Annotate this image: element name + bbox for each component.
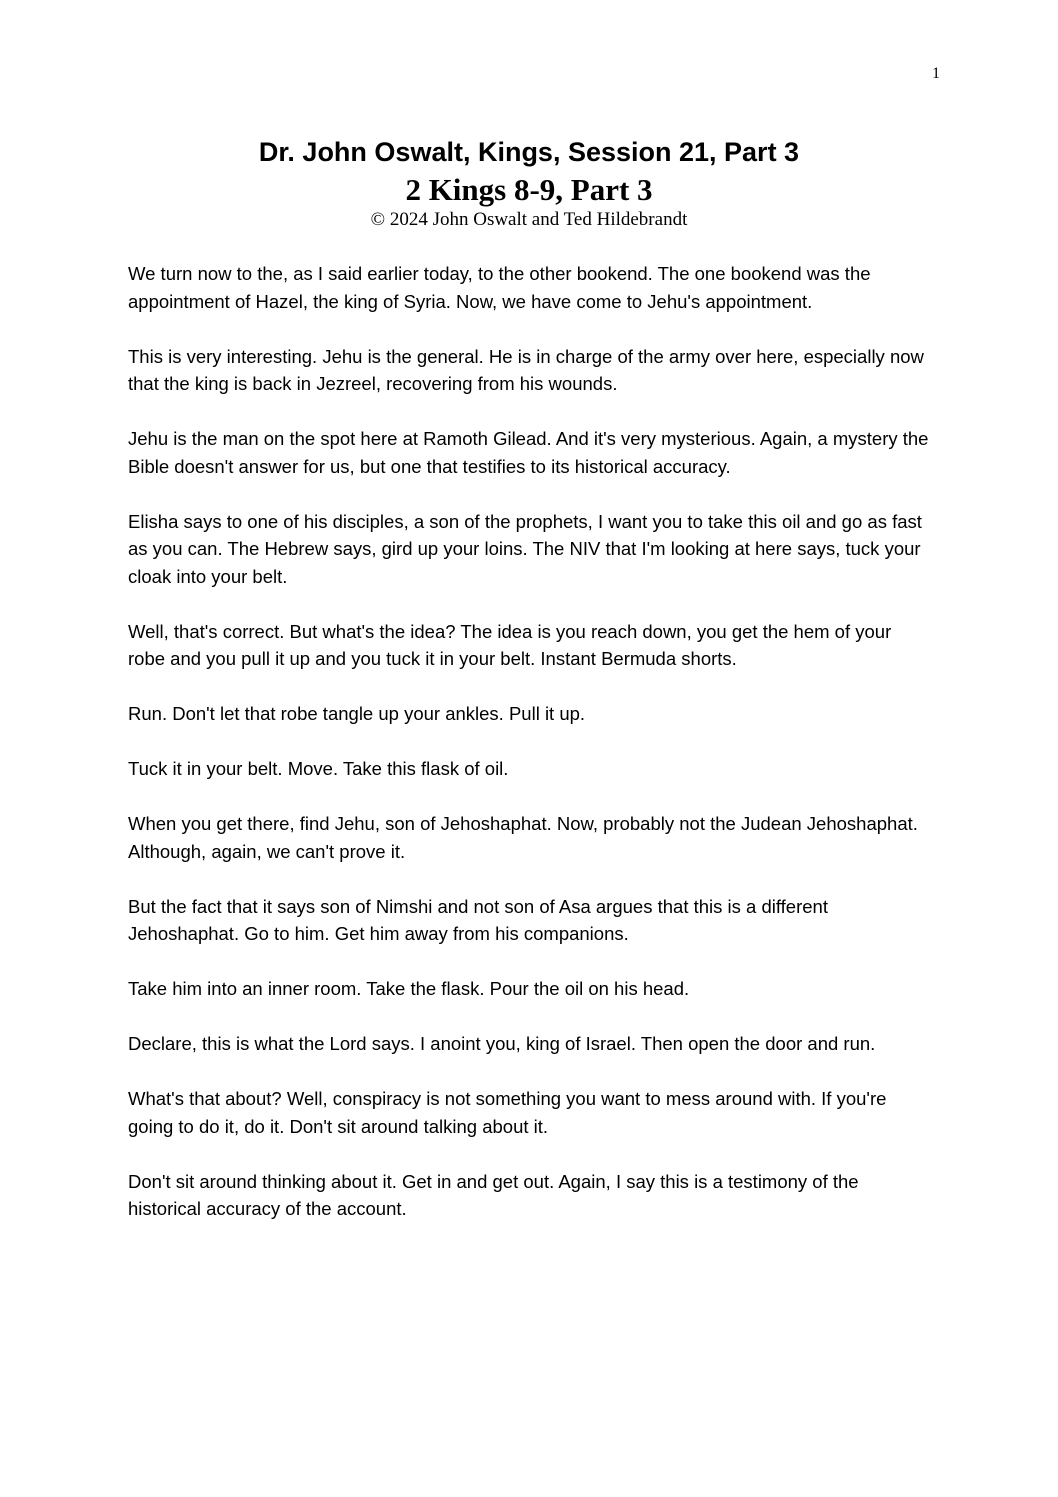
document-title: Dr. John Oswalt, Kings, Session 21, Part 3 — [258, 137, 800, 167]
page-number: 1 — [932, 65, 940, 82]
paragraph: But the fact that it says son of Nimshi and not son of Asa argues that this is a different Jehoshaphat. Go to him. Get him away from his companions. — [128, 895, 828, 944]
paragraph: Run. Don't let that robe tangle up your ankles. Pull it up. — [128, 703, 586, 724]
paragraph: Well, that's correct. But what's the idea? The idea is you reach down, you get the hem of your robe and you pull it up and you tuck it in your belt. Instant Bermuda shorts. — [128, 620, 892, 669]
paragraph: Don't sit around thinking about it. Get in and get out. Again, I say this is a testimony of the historical accuracy of the account. — [128, 1170, 859, 1219]
paragraph: Take him into an inner room. Take the flask. Pour the oil on his head. — [128, 978, 690, 999]
paragraph: This is very interesting. Jehu is the general. He is in charge of the army over here, especially now that the king is back in Jezreel, recovering from his wounds. — [128, 345, 924, 394]
paragraph: Jehu is the man on the spot here at Ramoth Gilead. And it's very mysterious. Again, a mystery the Bible doesn't answer for us, but one that testifies to its historical accuracy. — [128, 428, 929, 477]
document-subtitle: 2 Kings 8-9, Part 3 — [405, 172, 653, 207]
document-header — [0, 133, 1058, 231]
paragraph: We turn now to the, as I said earlier today, to the other bookend. The one bookend was the appointment of Hazel, the king of Syria. Now, we have come to Jehu's appointment. — [128, 263, 871, 312]
paragraph: Elisha says to one of his disciples, a son of the prophets, I want you to take this oil and go as fast as you can. The Hebrew says, gird up your loins. The NIV that I'm looking at here says, tuck your cloak into your belt. — [128, 510, 922, 587]
paragraph: Declare, this is what the Lord says. I anoint you, king of Israel. Then open the door and run. — [128, 1033, 876, 1054]
copyright-line: © 2024 John Oswalt and Ted Hildebrandt — [370, 209, 688, 230]
paragraph: Tuck it in your belt. Move. Take this flask of oil. — [128, 758, 509, 779]
document-body — [128, 260, 930, 1250]
paragraph: What's that about? Well, conspiracy is not something you want to mess around with. If you're going to do it, do it. Don't sit around talking about it. — [128, 1088, 887, 1137]
paragraph: When you get there, find Jehu, son of Jehoshaphat. Now, probably not the Judean Jehoshaphat. Although, again, we can't prove it. — [128, 813, 918, 862]
